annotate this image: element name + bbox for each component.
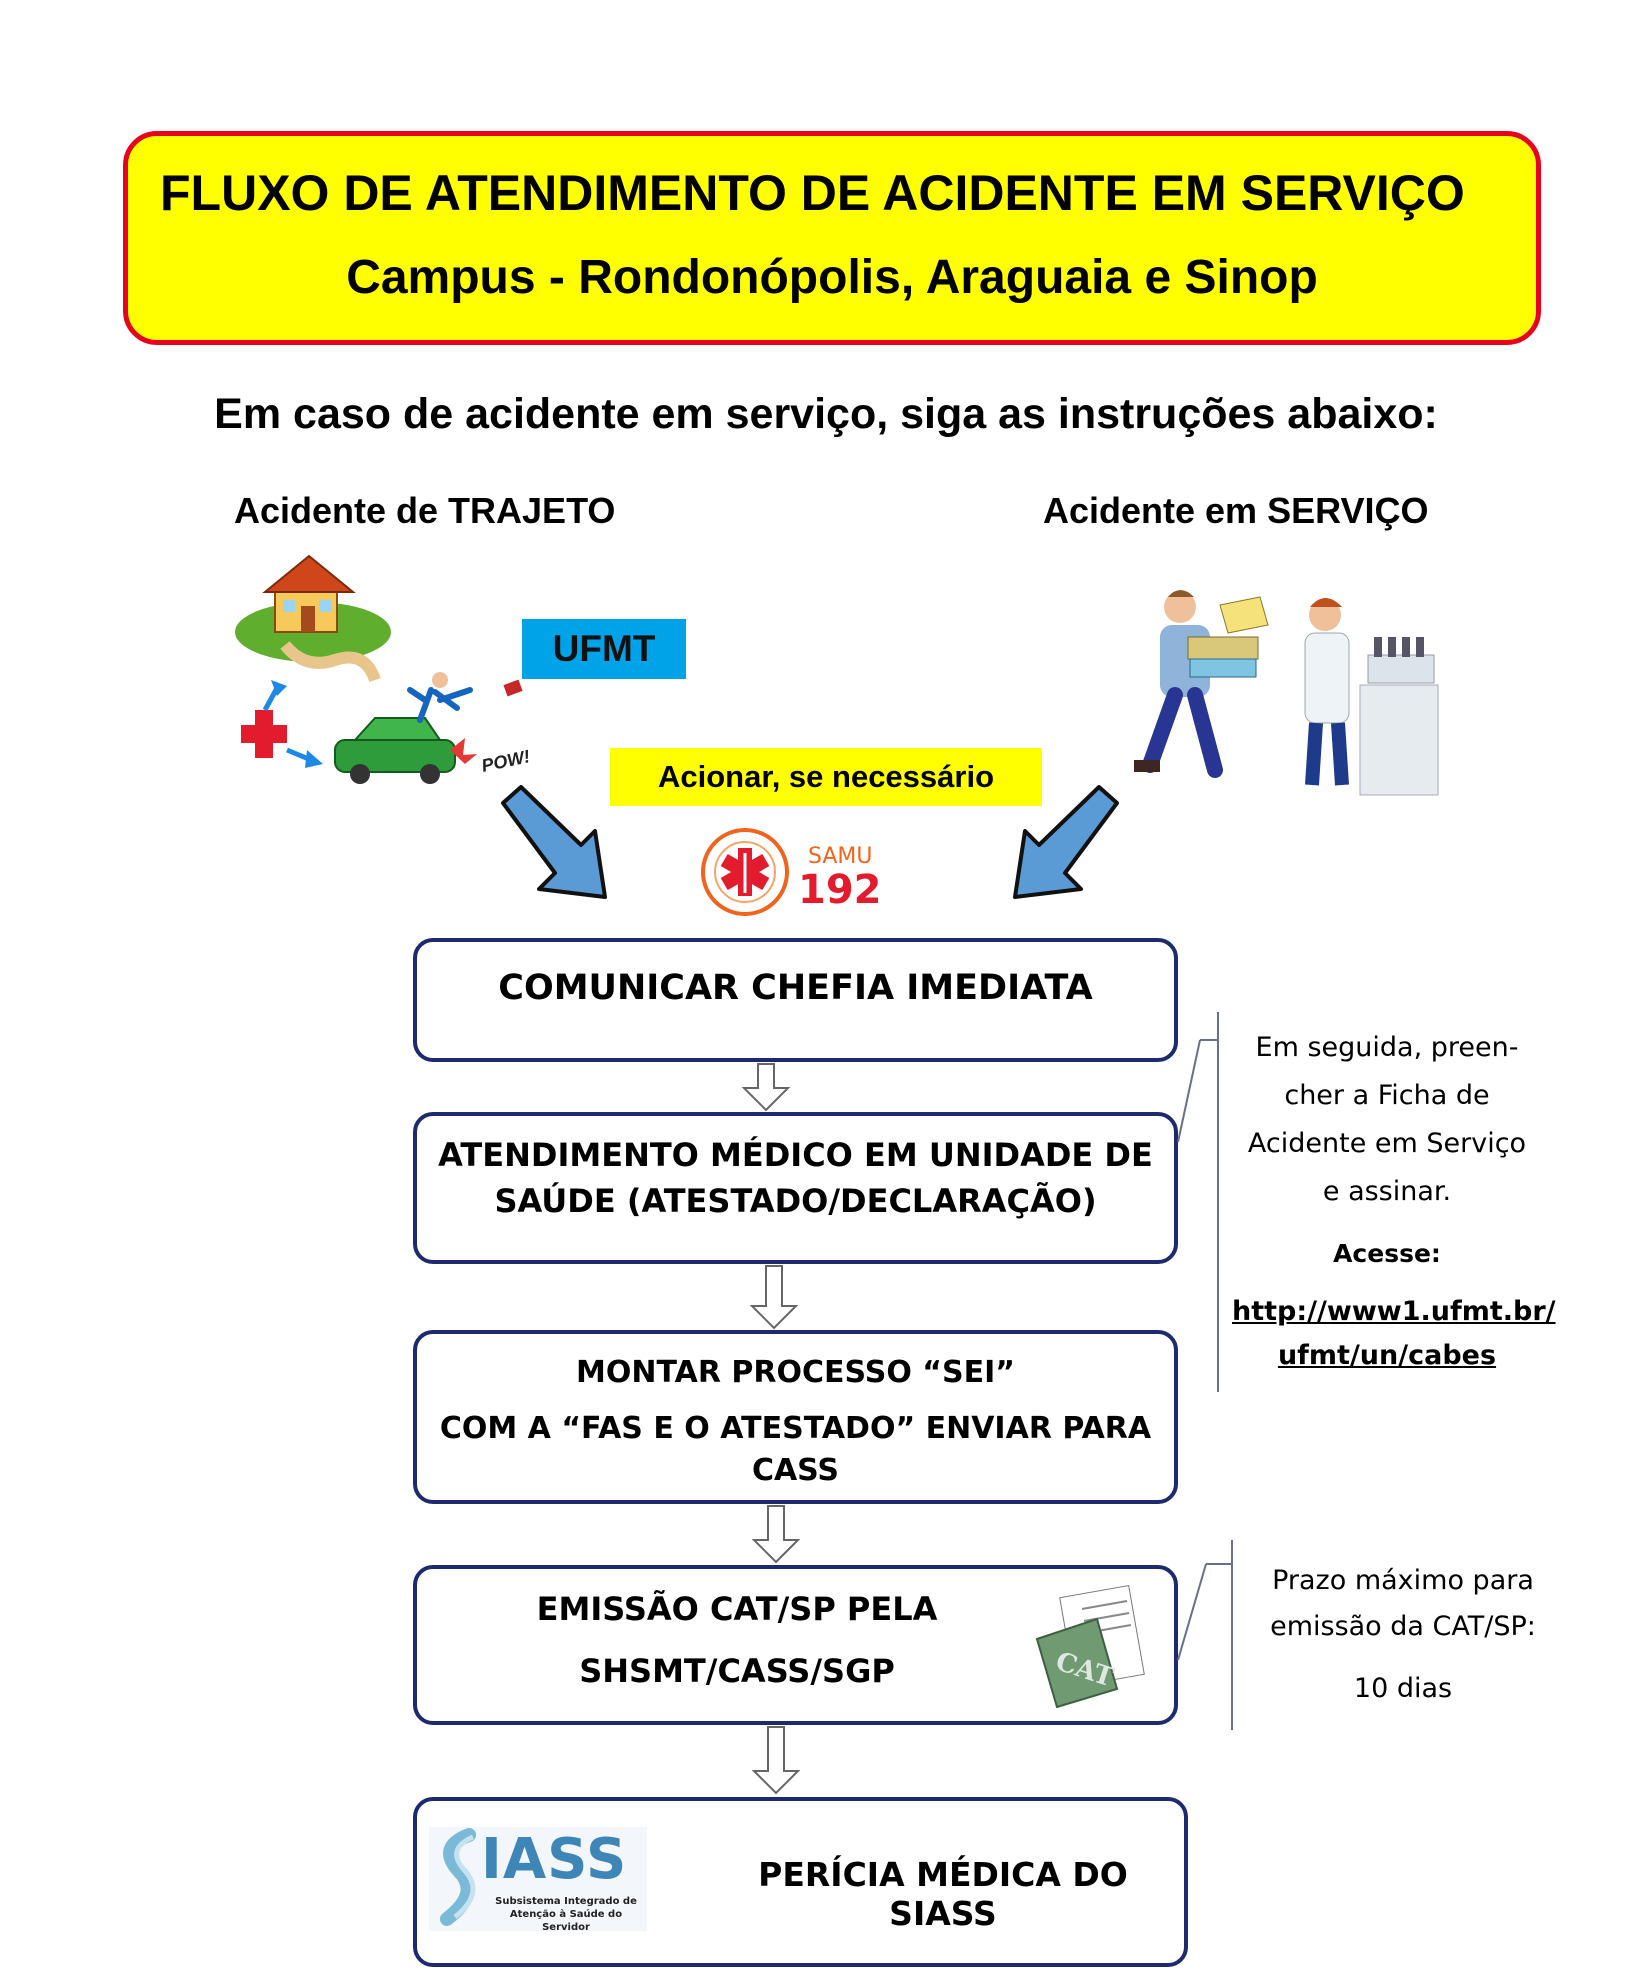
note1-line-3: Acidente em Serviço: [1247, 1128, 1527, 1159]
arrow-trajeto-icon: [495, 785, 625, 905]
note1-line-2: cher a Ficha de: [1284, 1080, 1490, 1111]
note-ficha-acidente: [1232, 1024, 1556, 1378]
down-arrow-icon: [750, 1504, 802, 1564]
arrow-servico-icon: [995, 785, 1125, 905]
samu-name: SAMU: [808, 844, 873, 869]
step-3-line-3: CASS: [751, 1453, 840, 1488]
header-trajeto: Acidente de TRAJETO: [234, 490, 616, 531]
step-montar-processo: [413, 1330, 1178, 1504]
down-arrow-icon: [740, 1062, 792, 1112]
main-title: FLUXO DE ATENDIMENTO DE ACIDENTE EM SERVIÇO: [160, 165, 1465, 221]
note2-line-2: emissão da CAT/SP:: [1270, 1611, 1536, 1642]
step-comunicar-chefia: [413, 938, 1178, 1062]
header-servico: Acidente em SERVIÇO: [1043, 490, 1429, 531]
step-5-text: PERÍCIA MÉDICA DO SIASS: [758, 1855, 1128, 1933]
note1-link-line-2[interactable]: ufmt/un/cabes: [1277, 1340, 1497, 1371]
siass-logo-name: IASS: [481, 1827, 628, 1892]
note1-link-line-1[interactable]: http://www1.ufmt.br/: [1232, 1296, 1556, 1327]
note2-line-3: 10 dias: [1353, 1673, 1453, 1704]
campus-subtitle: Campus - Rondonópolis, Araguaia e Sinop: [346, 251, 1318, 304]
instructions-heading: Em caso de acidente em serviço, siga as instruções abaixo:: [214, 390, 1438, 438]
note1-line-4: e assinar.: [1322, 1176, 1452, 1207]
step-emissao-cat: [413, 1565, 1178, 1725]
step-3-line-2: COM A “FAS E O ATESTADO” ENVIAR PARA: [439, 1411, 1152, 1446]
cat-document-icon: [1027, 1579, 1157, 1709]
note1-acesse: Acesse:: [1333, 1239, 1441, 1268]
step-4-line-1: EMISSÃO CAT/SP PELA: [536, 1590, 938, 1628]
note1-link[interactable]: [1232, 1290, 1556, 1378]
note-bracket-2: [1176, 1540, 1236, 1730]
workplace-accident-illustration: [1120, 575, 1440, 805]
note-prazo-cat: [1248, 1558, 1558, 1712]
note2-line-1: Prazo máximo para: [1272, 1565, 1534, 1596]
siass-caption-1: Subsistema Integrado de: [495, 1896, 637, 1907]
step-4-line-2: SHSMT/CASS/SGP: [579, 1652, 895, 1690]
ufmt-label: UFMT: [522, 619, 686, 679]
note-bracket-1: [1176, 1012, 1224, 1392]
down-arrow-icon: [750, 1725, 802, 1795]
step-3-line-1: MONTAR PROCESSO “SEI”: [576, 1355, 1015, 1390]
samu-number: 192: [798, 867, 882, 913]
siass-logo: [429, 1827, 647, 1931]
step-atendimento-medico: [413, 1112, 1178, 1264]
samu-logo: [700, 825, 890, 920]
down-arrow-icon: [748, 1264, 800, 1330]
step-2-line-1: ATENDIMENTO MÉDICO EM UNIDADE DE: [438, 1136, 1153, 1174]
note1-line-1: Em seguida, preen-: [1255, 1032, 1519, 1063]
commute-accident-illustration: [225, 550, 545, 810]
cat-badge-text: CAT: [1051, 1646, 1118, 1694]
step-2-line-2: SAÚDE (ATESTADO/DECLARAÇÃO): [494, 1182, 1097, 1220]
acionar-label: Acionar, se necessário: [610, 748, 1042, 806]
step-pericia-siass: [413, 1797, 1188, 1967]
pow-text: POW!: [479, 746, 532, 776]
siass-caption-2: Atenção à Saúde do Servidor: [509, 1909, 623, 1933]
step-1-text: COMUNICAR CHEFIA IMEDIATA: [498, 968, 1093, 1008]
